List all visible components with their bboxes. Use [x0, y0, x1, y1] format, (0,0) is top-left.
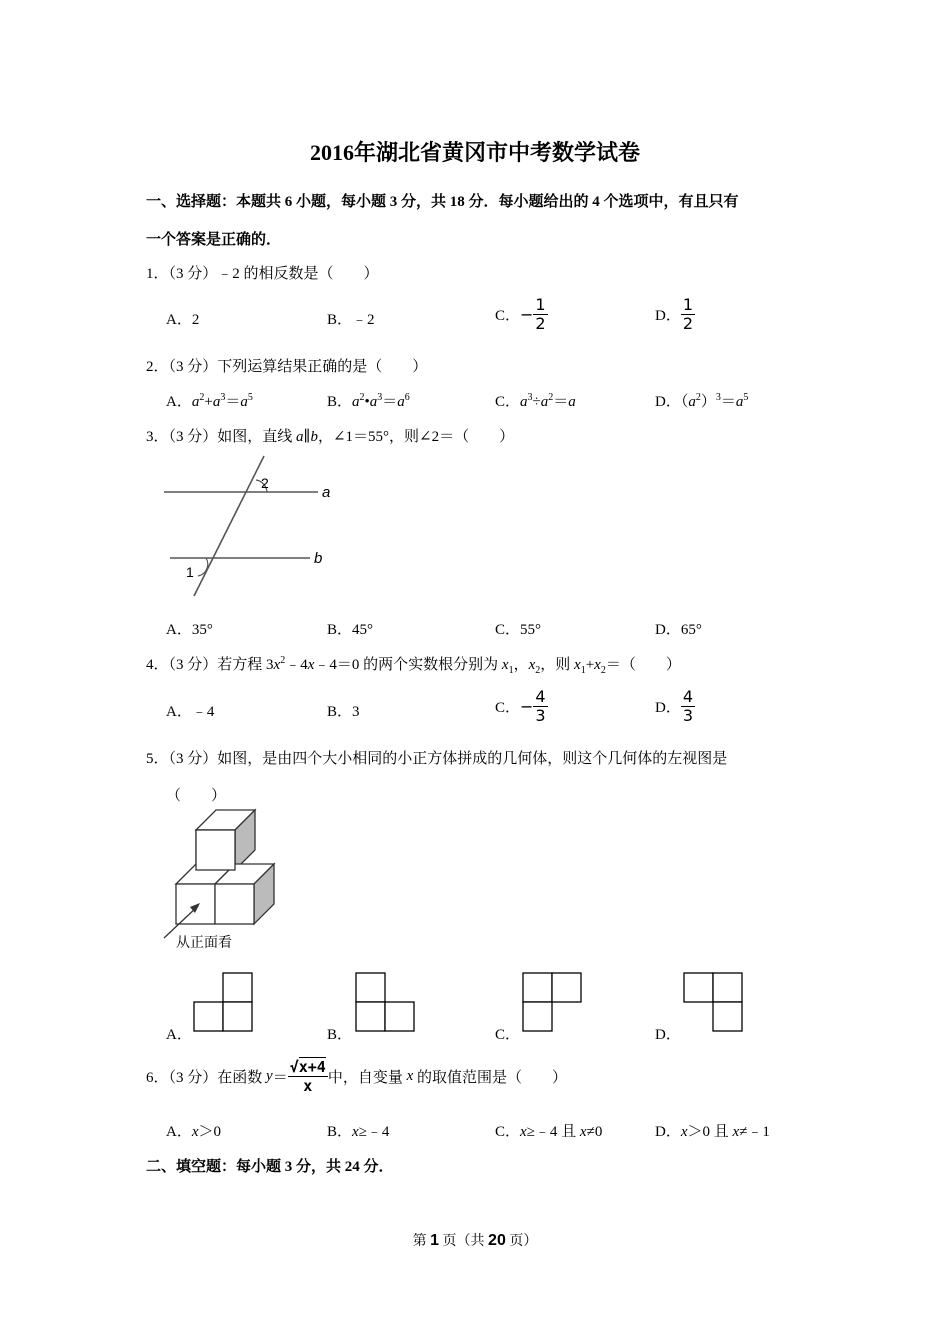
q2-option-a: A．$a^2+a^3=a^5$ [166, 392, 253, 410]
q5-option-a-figure [190, 972, 256, 1034]
question-5-paren: （ ） [166, 788, 227, 804]
q3-option-b: B．45° [327, 622, 374, 638]
page-footer: 第 1 页（共 20 页） [412, 1232, 538, 1249]
line-b-label: b [314, 550, 323, 567]
q6-option-c: C．x≥﹣4 且 x≠0 [495, 1124, 603, 1140]
q5-option-d-label: D． [655, 1027, 681, 1043]
q3-option-c: C．55° [495, 622, 542, 638]
q3-option-a: A．35° [166, 622, 213, 638]
q6-function-fraction: $\frac{√x+4}{x}$ [289, 1058, 326, 1095]
parallel-lines-figure [160, 450, 345, 600]
q4-option-c: C．− $\frac{4}{3}$ [495, 687, 546, 725]
section-2-heading: 二、填空题：每小题 3 分，共 24 分． [146, 1159, 394, 1175]
cube-solid-figure [160, 808, 290, 956]
q5-option-c-label: C． [495, 1027, 521, 1043]
question-4-stem: 4．（3 分）若方程 $3x^2﹣4x﹣4=0$ 的两个实数根分别为 $x_1$，$x_2$，则 $x_1+x_2=$（ ） [146, 655, 681, 676]
q6-option-b: B．x≥﹣4 [327, 1124, 390, 1140]
q4-option-a: A．﹣4 [166, 704, 215, 720]
q6-option-a: A．x＞0 [166, 1124, 222, 1140]
q5-option-c-figure [519, 972, 585, 1034]
q6-option-d: D．x＞0 且 x≠﹣1 [655, 1124, 770, 1140]
line-a-label: a [322, 484, 331, 501]
q1-option-b: B．﹣2 [327, 312, 375, 328]
q1-option-d: D． $\frac{1}{2}$ [655, 295, 694, 333]
q2-option-d: D．$(a^2)^3=a^5$ [655, 392, 749, 410]
section-1-heading-cont: 一个答案是正确的． [146, 232, 282, 248]
angle-2-label: 2 [261, 475, 269, 491]
view-direction-caption: 从正面看 [176, 934, 232, 950]
section-1-heading: 一、选择题：本题共 6 小题，每小题 3 分，共 18 分．每小题给出的 4 个选项中，有且只有 [146, 194, 739, 210]
page-title: 2016年湖北省黄冈市中考数学试卷 [309, 140, 640, 165]
q4-option-b: B．3 [327, 704, 360, 720]
q2-option-c: C．$a^3\div a^2=a$ [495, 392, 576, 410]
question-6-stem: 6．（3 分）在函数 y＝ $\frac{√x+4}{x}$ 中，自变量 x 的取值范围是（ ） [146, 1058, 568, 1095]
angle-1-label: 1 [186, 564, 194, 580]
q5-option-b-figure [352, 972, 418, 1034]
q5-option-b-label: B． [327, 1027, 353, 1043]
question-2-stem: 2．（3 分）下列运算结果正确的是（ ） [146, 359, 428, 375]
q4-option-d: D． $\frac{4}{3}$ [655, 687, 694, 725]
question-3-stem: 3．（3 分）如图，直线 a∥b，∠1＝55°，则∠2＝（ ） [146, 429, 515, 445]
question-5-stem: 5．（3 分）如图，是由四个大小相同的小正方体拼成的几何体，则这个几何体的左视图是 [146, 751, 728, 767]
q5-option-a-label: A． [166, 1027, 192, 1043]
q2-option-b: B．$a^2•a^3=a^6$ [327, 392, 410, 410]
q3-option-d: D．65° [655, 622, 702, 638]
q5-option-d-figure [680, 972, 746, 1034]
q1-option-c: C．− $\frac{1}{2}$ [495, 295, 546, 333]
question-1-stem: 1．（3 分）﹣2 的相反数是（ ） [146, 266, 379, 282]
q1-option-a: A．2 [166, 312, 200, 328]
